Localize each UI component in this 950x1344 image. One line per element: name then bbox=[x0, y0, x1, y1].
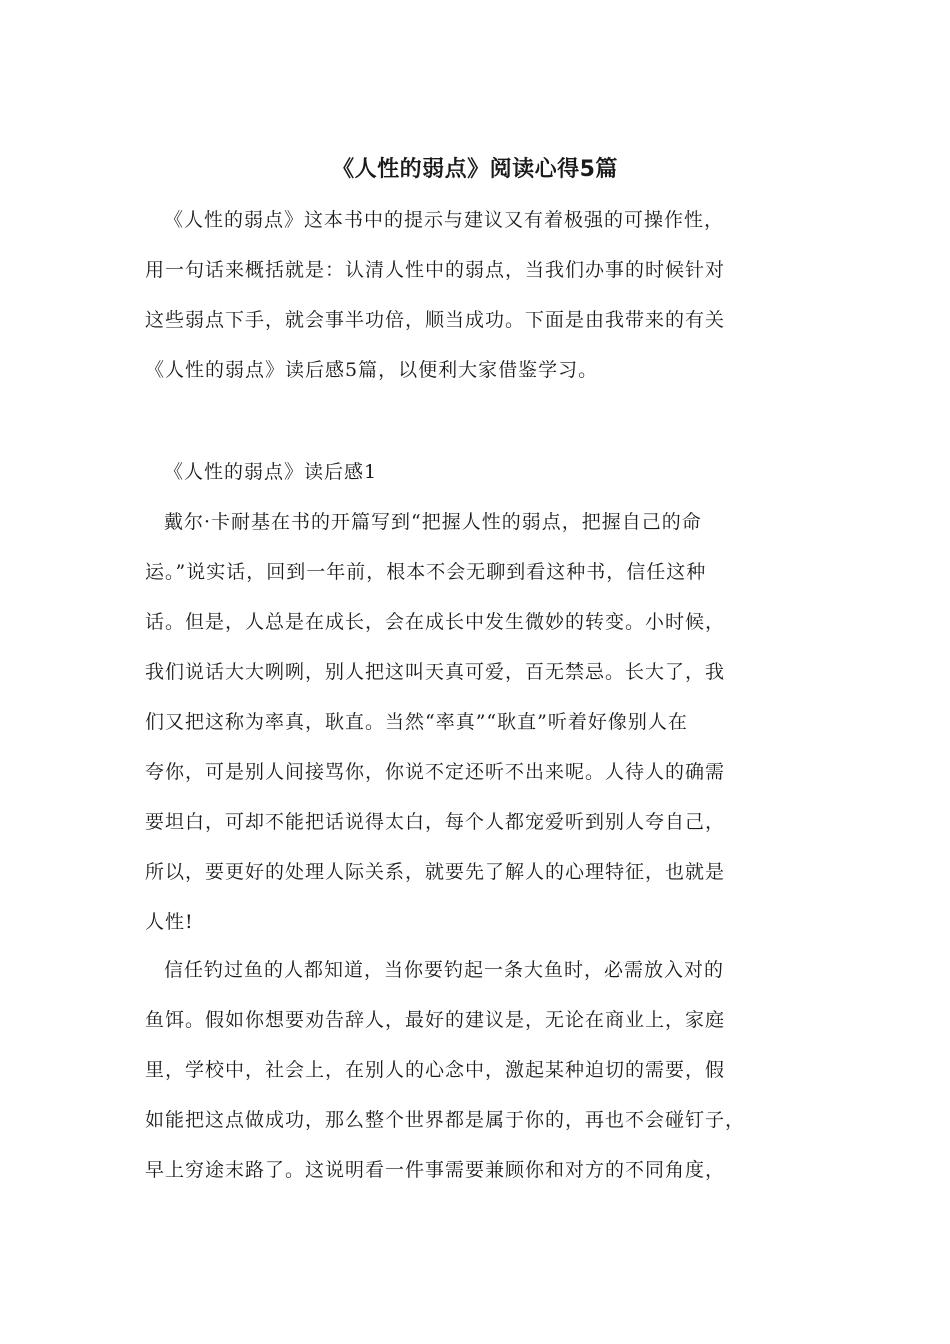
paragraph-line: 所以，要更好的处理人际关系，就要先了解人的心理特征，也就是 bbox=[145, 861, 726, 883]
paragraph-line: 里，学校中，社会上，在别人的心念中，激起某种迫切的需要，假 bbox=[145, 1059, 726, 1081]
intro-line: 《人性的弱点》这本书中的提示与建议又有着极强的可操作性， bbox=[164, 209, 725, 231]
paragraph-line: 戴尔·卡耐基在书的开篇写到“把握人性的弱点，把握自己的命 bbox=[164, 511, 702, 533]
document-title: 《人性的弱点》阅读心得5篇 bbox=[332, 157, 618, 182]
intro-line: 用一句话来概括就是：认清人性中的弱点，当我们办事的时候针对 bbox=[145, 259, 726, 281]
intro-line: 《人性的弱点》读后感5篇，以便利大家借鉴学习。 bbox=[145, 359, 599, 381]
paragraph-line: 夸你，可是别人间接骂你，你说不定还听不出来呢。人待人的确需 bbox=[145, 761, 726, 783]
paragraph-line: 信任钓过鱼的人都知道，当你要钓起一条大鱼时，必需放入对的 bbox=[164, 959, 725, 981]
paragraph-line: 们又把这称为率真，耿直。当然“率真”“耿直”听着好像别人在 bbox=[145, 711, 688, 733]
paragraph-line: 要坦白，可却不能把话说得太白，每个人都宠爱听到别人夸自己， bbox=[145, 811, 726, 833]
paragraph-line: 我们说话大大咧咧，别人把这叫天真可爱，百无禁忌。长大了，我 bbox=[145, 661, 726, 683]
paragraph-line: 运。”说实话，回到一年前，根本不会无聊到看这种书，信任这种 bbox=[145, 561, 707, 583]
paragraph-line: 话。但是，人总是在成长，会在成长中发生微妙的转变。小时候， bbox=[145, 611, 726, 633]
paragraph-line: 鱼饵。假如你想要劝告辞人，最好的建议是，无论在商业上，家庭 bbox=[145, 1009, 726, 1031]
paragraph-line: 如能把这点做成功，那么整个世界都是属于你的，再也不会碰钉子， bbox=[145, 1109, 746, 1131]
section-heading: 《人性的弱点》读后感1 bbox=[164, 461, 378, 483]
intro-line: 这些弱点下手，就会事半功倍，顺当成功。下面是由我带来的有关 bbox=[145, 309, 726, 331]
paragraph-line: 人性! bbox=[145, 911, 194, 933]
paragraph-line: 早上穷途末路了。这说明看一件事需要兼顾你和对方的不同角度， bbox=[145, 1159, 726, 1181]
